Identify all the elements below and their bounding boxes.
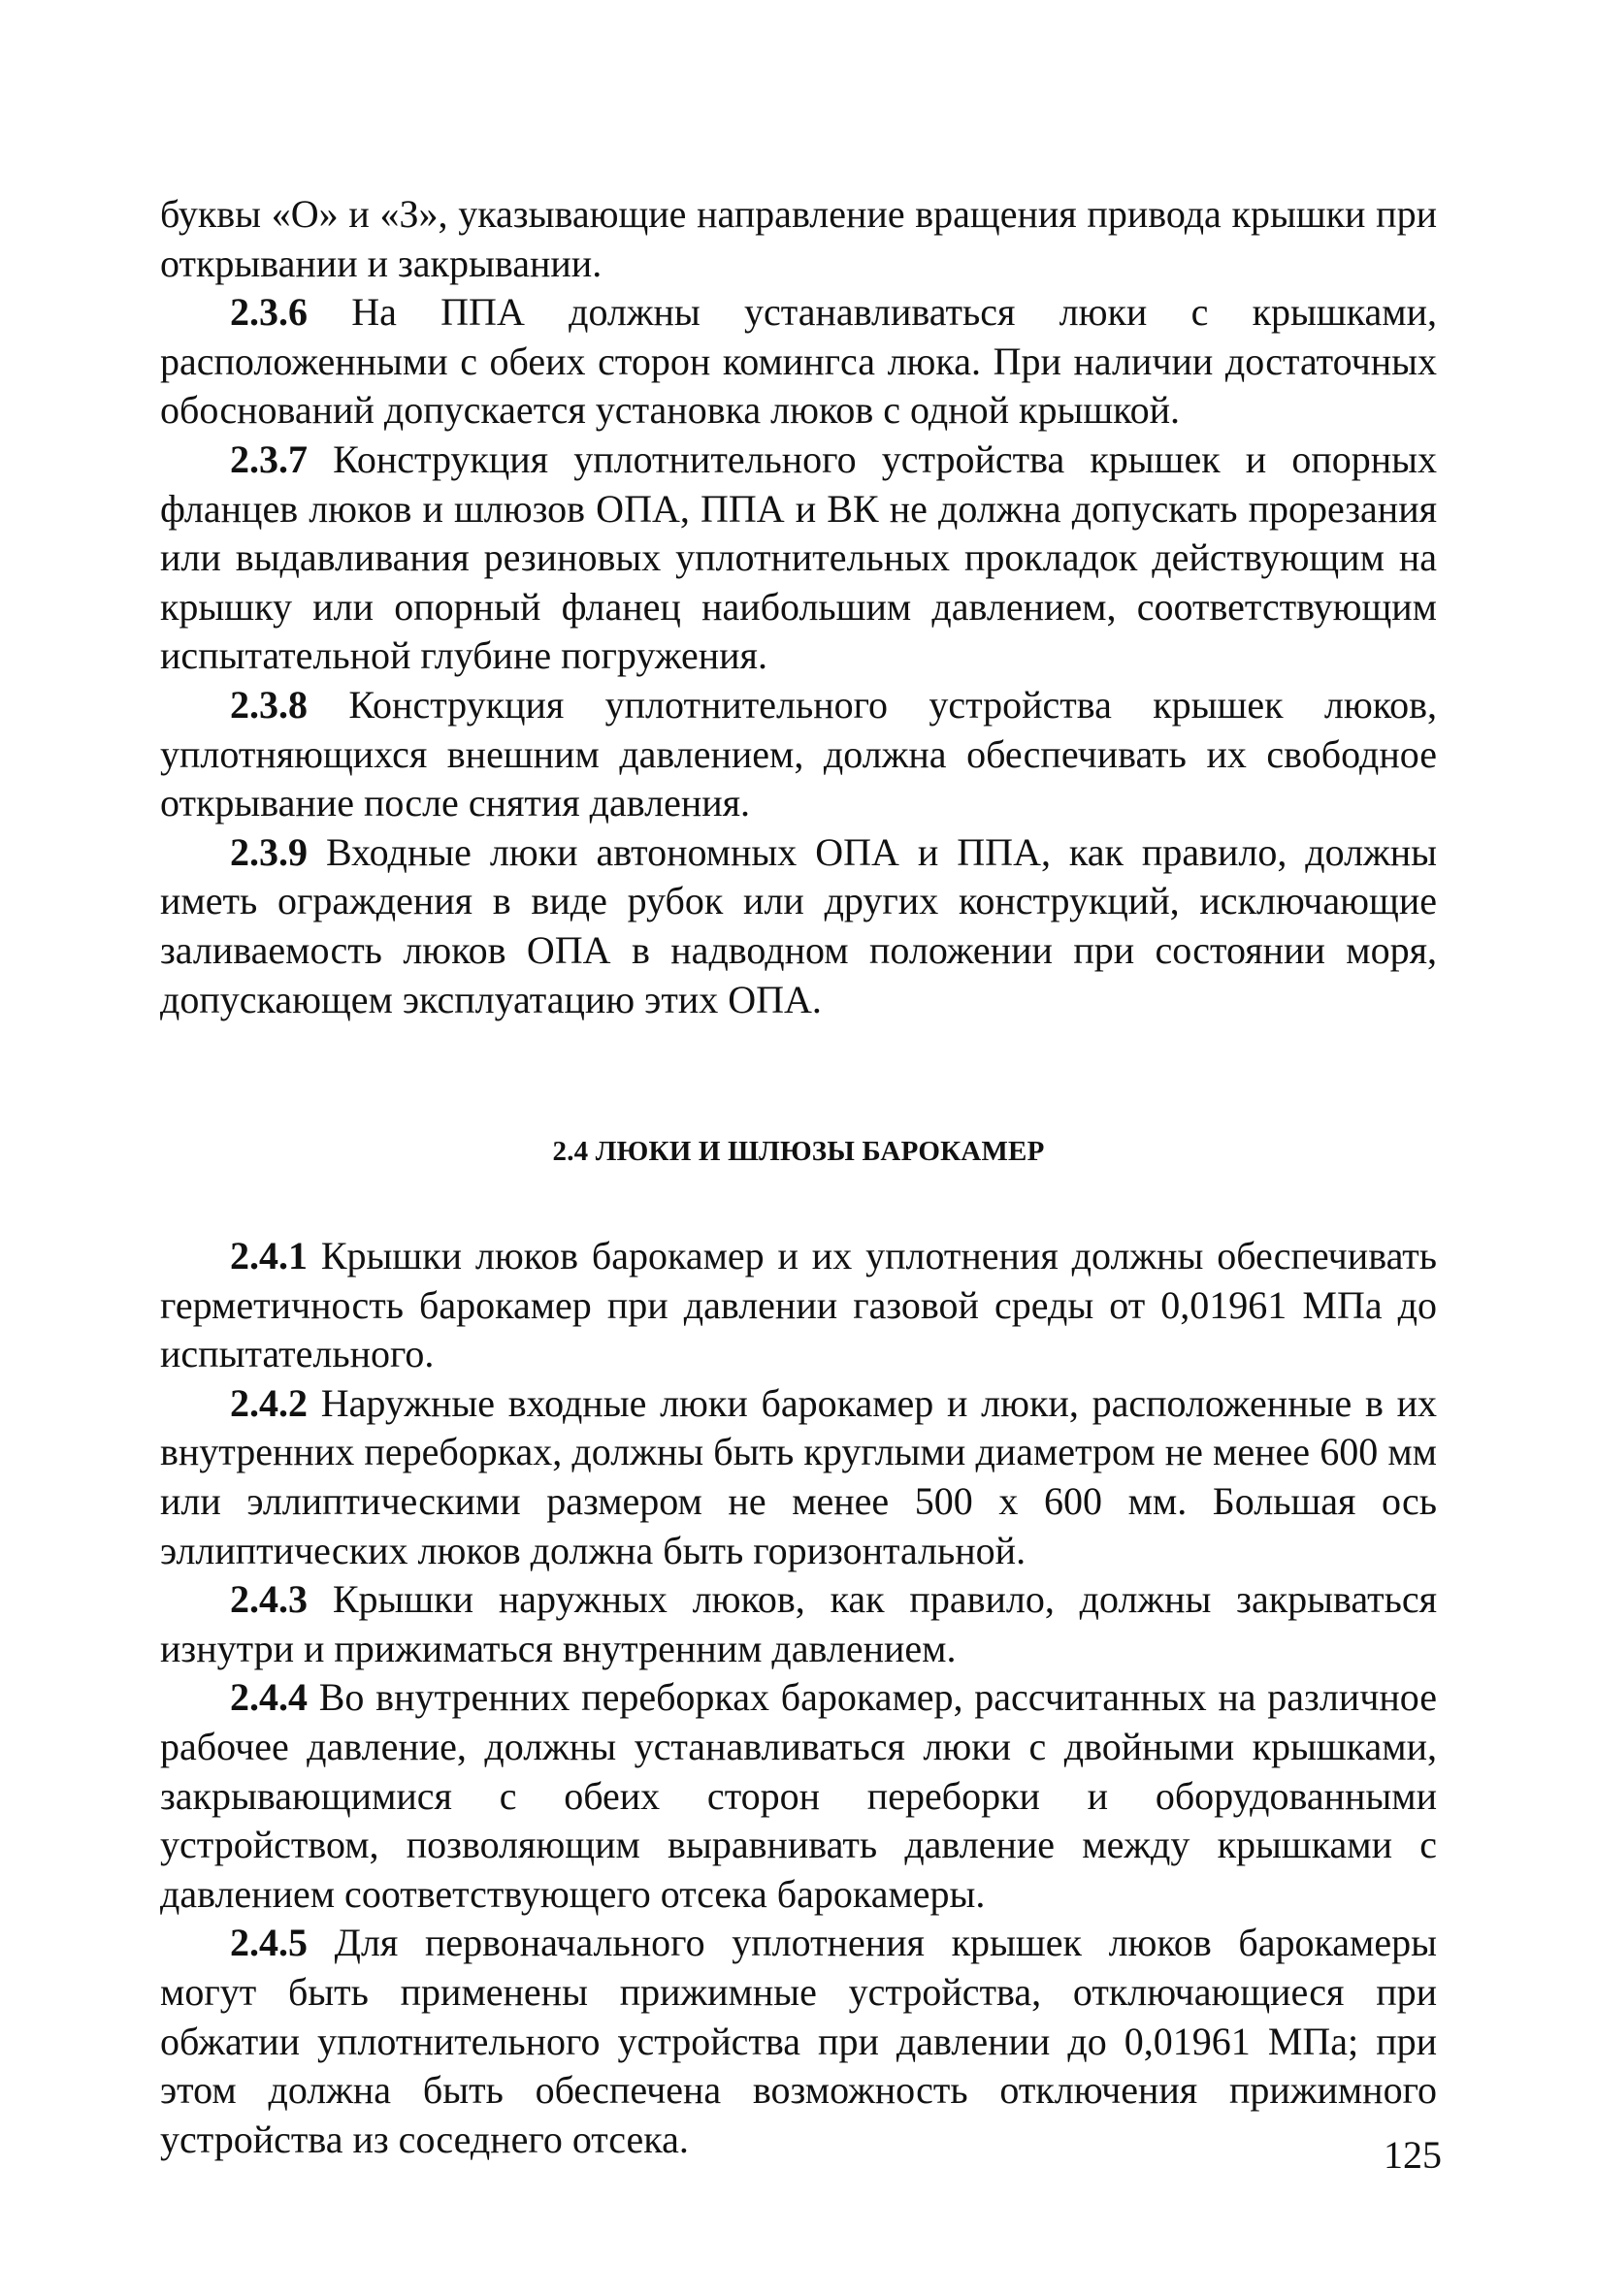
paragraph-text: Крышки наружных люков, как правило, должны закрываться изнутри и прижиматься внутренним давлением. xyxy=(160,1577,1437,1670)
paragraph-2-4-4 xyxy=(160,1673,1437,1919)
page-number: 125 xyxy=(1384,2133,1442,2177)
paragraph-text: Входные люки автономных ОПА и ППА, как правило, должны иметь ограждения в виде рубок или других конструкций, исключающие заливаемость люков ОПА в надводном положении при состоянии моря, допускающем эксплуатацию этих ОПА. xyxy=(160,829,1438,1021)
paragraph-2-3-9 xyxy=(160,828,1437,1024)
clause-number: 2.4.1 xyxy=(230,1234,308,1278)
clause-number: 2.3.9 xyxy=(230,829,308,874)
paragraph-2-4-1 xyxy=(160,1232,1437,1379)
clause-number: 2.3.7 xyxy=(230,437,308,481)
paragraph-2-4-3 xyxy=(160,1575,1437,1673)
clause-number: 2.3.6 xyxy=(230,290,308,335)
paragraph-text: Наружные входные люки барокамер и люки, расположенные в их внутренних переборках, должны быть круглыми диаметром не менее 600 мм или эллиптическими размером не менее 500 х 600 мм. Большая ось эллиптических люков должна быть горизонтальной. xyxy=(160,1380,1437,1572)
clause-number: 2.4.4 xyxy=(230,1675,308,1720)
paragraph-text: Во внутренних переборках барокамер, рассчитанных на различное рабочее давление, должны устанавливаться люки с двойными крышками, закрывающимися с обеих сторон переборки и оборудованными устройством, позволяющим выравнивать давление между крышками с давлением соответствующего отсека барокамеры. xyxy=(160,1675,1437,1916)
section-heading: 2.4 ЛЮКИ И ШЛЮЗЫ БАРОКАМЕР xyxy=(552,1136,1045,1168)
paragraph-2-3-8 xyxy=(160,681,1437,828)
paragraph-text: Для первоначального уплотнения крышек люков барокамеры могут быть применены прижимные устройства, отключающиеся при обжатии уплотнительного устройства при давлении до 0,01961 МПа; при этом должна быть обеспечена возможность отключения прижимного устройства из соседнего отсека. xyxy=(160,1921,1437,2161)
paragraph-text: На ППА должны устанавливаться люки с крышками, расположенными с обеих сторон комингса люка. При наличии достаточных обоснований допускается установка люков с одной крышкой. xyxy=(160,290,1438,433)
paragraph-2-4-5 xyxy=(160,1919,1437,2164)
clause-number: 2.3.8 xyxy=(230,682,308,727)
paragraph-text: Конструкция уплотнительного устройства крышек и опорных фланцев люков и шлюзов ОПА, ППА и ВК не должна допускать прорезания или выдавливания резиновых уплотнительных прокладок действующим на крышку или опорный фланец наибольшим давлением, соответствующим испытательной глубине погружения. xyxy=(160,437,1438,678)
clause-number: 2.4.3 xyxy=(230,1577,308,1622)
paragraph-text: буквы «О» и «З», указывающие направление вращения привода крышки при открывании и закрывании. xyxy=(160,192,1437,285)
clause-number: 2.4.2 xyxy=(230,1380,308,1425)
paragraph-2-3-7 xyxy=(160,436,1437,681)
clause-number: 2.4.5 xyxy=(230,1921,308,1965)
paragraph-continuation xyxy=(160,190,1437,288)
paragraph-text: Крышки люков барокамер и их уплотнения должны обеспечивать герметичность барокамер при давлении газовой среды от 0,01961 МПа до испытательного. xyxy=(160,1234,1438,1376)
paragraph-2-3-6 xyxy=(160,288,1437,436)
paragraph-2-4-2 xyxy=(160,1379,1437,1575)
paragraph-text: Конструкция уплотнительного устройства крышек люков, уплотняющихся внешним давлением, должна обеспечивать их свободное открывание после снятия давления. xyxy=(160,682,1437,825)
